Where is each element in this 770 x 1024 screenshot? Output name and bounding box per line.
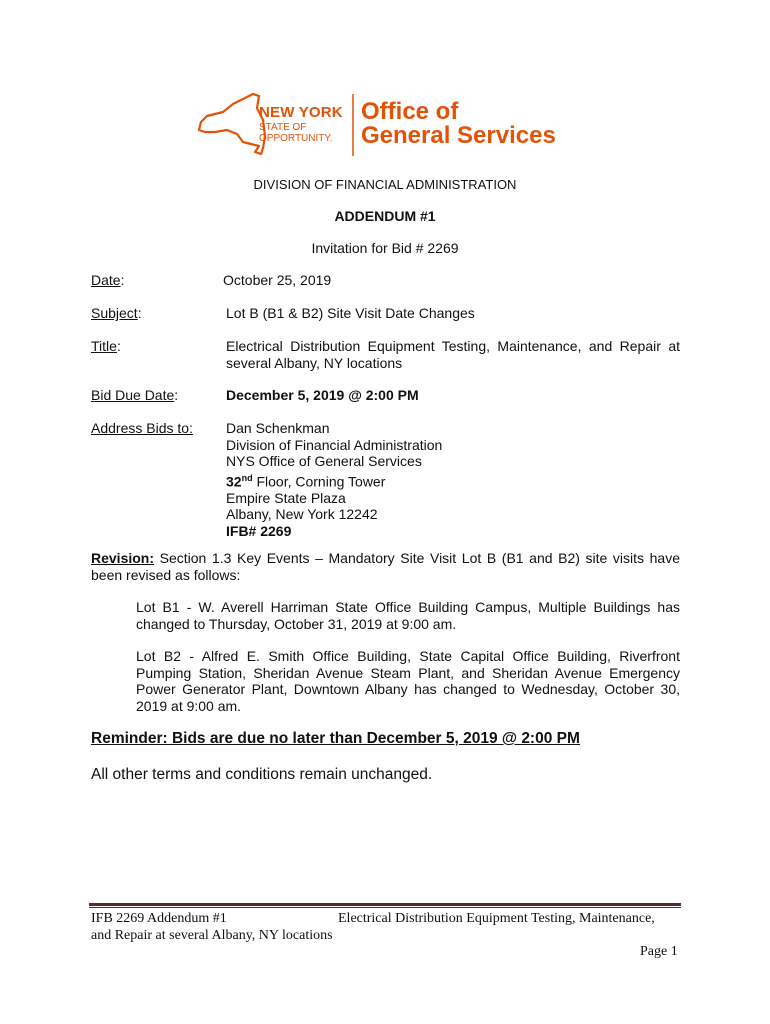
addendum-heading: ADDENDUM #1 [334,208,436,224]
address-city: Albany, New York 12242 [226,506,378,523]
page-number: Page 1 [640,944,678,959]
address-label: Address Bids to: [91,420,193,436]
footer-rule-thick [89,903,681,906]
footer-right-line1: Electrical Distribution Equipment Testing, Maintenance, [338,911,655,926]
footer-rule-thin [89,907,681,908]
bid-due-label: Bid Due Date: [91,387,179,403]
bid-due-value: December 5, 2019 @ 2:00 PM [226,387,419,403]
address-floor: 32nd Floor, Corning Tower [226,472,386,490]
address-office: NYS Office of General Services [226,453,422,469]
date-label: Date: [91,272,125,288]
lot-b2-paragraph: Lot B2 - Alfred E. Smith Office Building, State Capital Office Building, Riverfront Pumping Station, Sheridan Avenue Steam Plant, and Sheridan Avenue Emergency Power Generator Plant, Downtown Albany has changed to Wednesday, October 30, 2019 at 9:00 am. [136,648,680,714]
closing-text: All other terms and conditions remain unchanged. [91,766,433,783]
title-value: Electrical Distribution Equipment Testing, Maintenance, and Repair at several Albany, NY locations [226,338,680,371]
division-heading: DIVISION OF FINANCIAL ADMINISTRATION [253,177,517,192]
ogs-logo [193,90,573,162]
title-label: Title: [91,338,121,354]
logo-state-line1: NEW YORK [259,104,343,121]
logo-office-line2: General Services [361,122,556,149]
address-division: Division of Financial Administration [226,436,443,453]
footer-left-line1: IFB 2269 Addendum #1 [91,911,227,926]
address-name: Dan Schenkman [226,420,330,436]
subject-value: Lot B (B1 & B2) Site Visit Date Changes [226,305,475,321]
lot-b1-paragraph: Lot B1 - W. Averell Harriman State Office Building Campus, Multiple Buildings has changed to Thursday, October 31, 2019 at 9:00 am. [136,599,680,632]
reminder-text: Reminder: Bids are due no later than December 5, 2019 @ 2:00 PM [91,730,580,747]
address-block [226,420,680,539]
footer-line2: and Repair at several Albany, NY locations [91,928,333,943]
logo-state-line2: STATE OF [259,122,307,133]
invitation-heading: Invitation for Bid # 2269 [311,240,459,256]
address-plaza: Empire State Plaza [226,489,346,506]
subject-label: Subject: [91,305,142,321]
revision-paragraph: Revision: Section 1.3 Key Events – Mandatory Site Visit Lot B (B1 and B2) site visits have been revised as follows: [91,550,680,583]
logo-office-line1: Office of [361,98,459,125]
date-value: October 25, 2019 [223,272,332,288]
address-ifb: IFB# 2269 [226,522,292,539]
logo-state-line3: OPPORTUNITY. [259,133,333,144]
